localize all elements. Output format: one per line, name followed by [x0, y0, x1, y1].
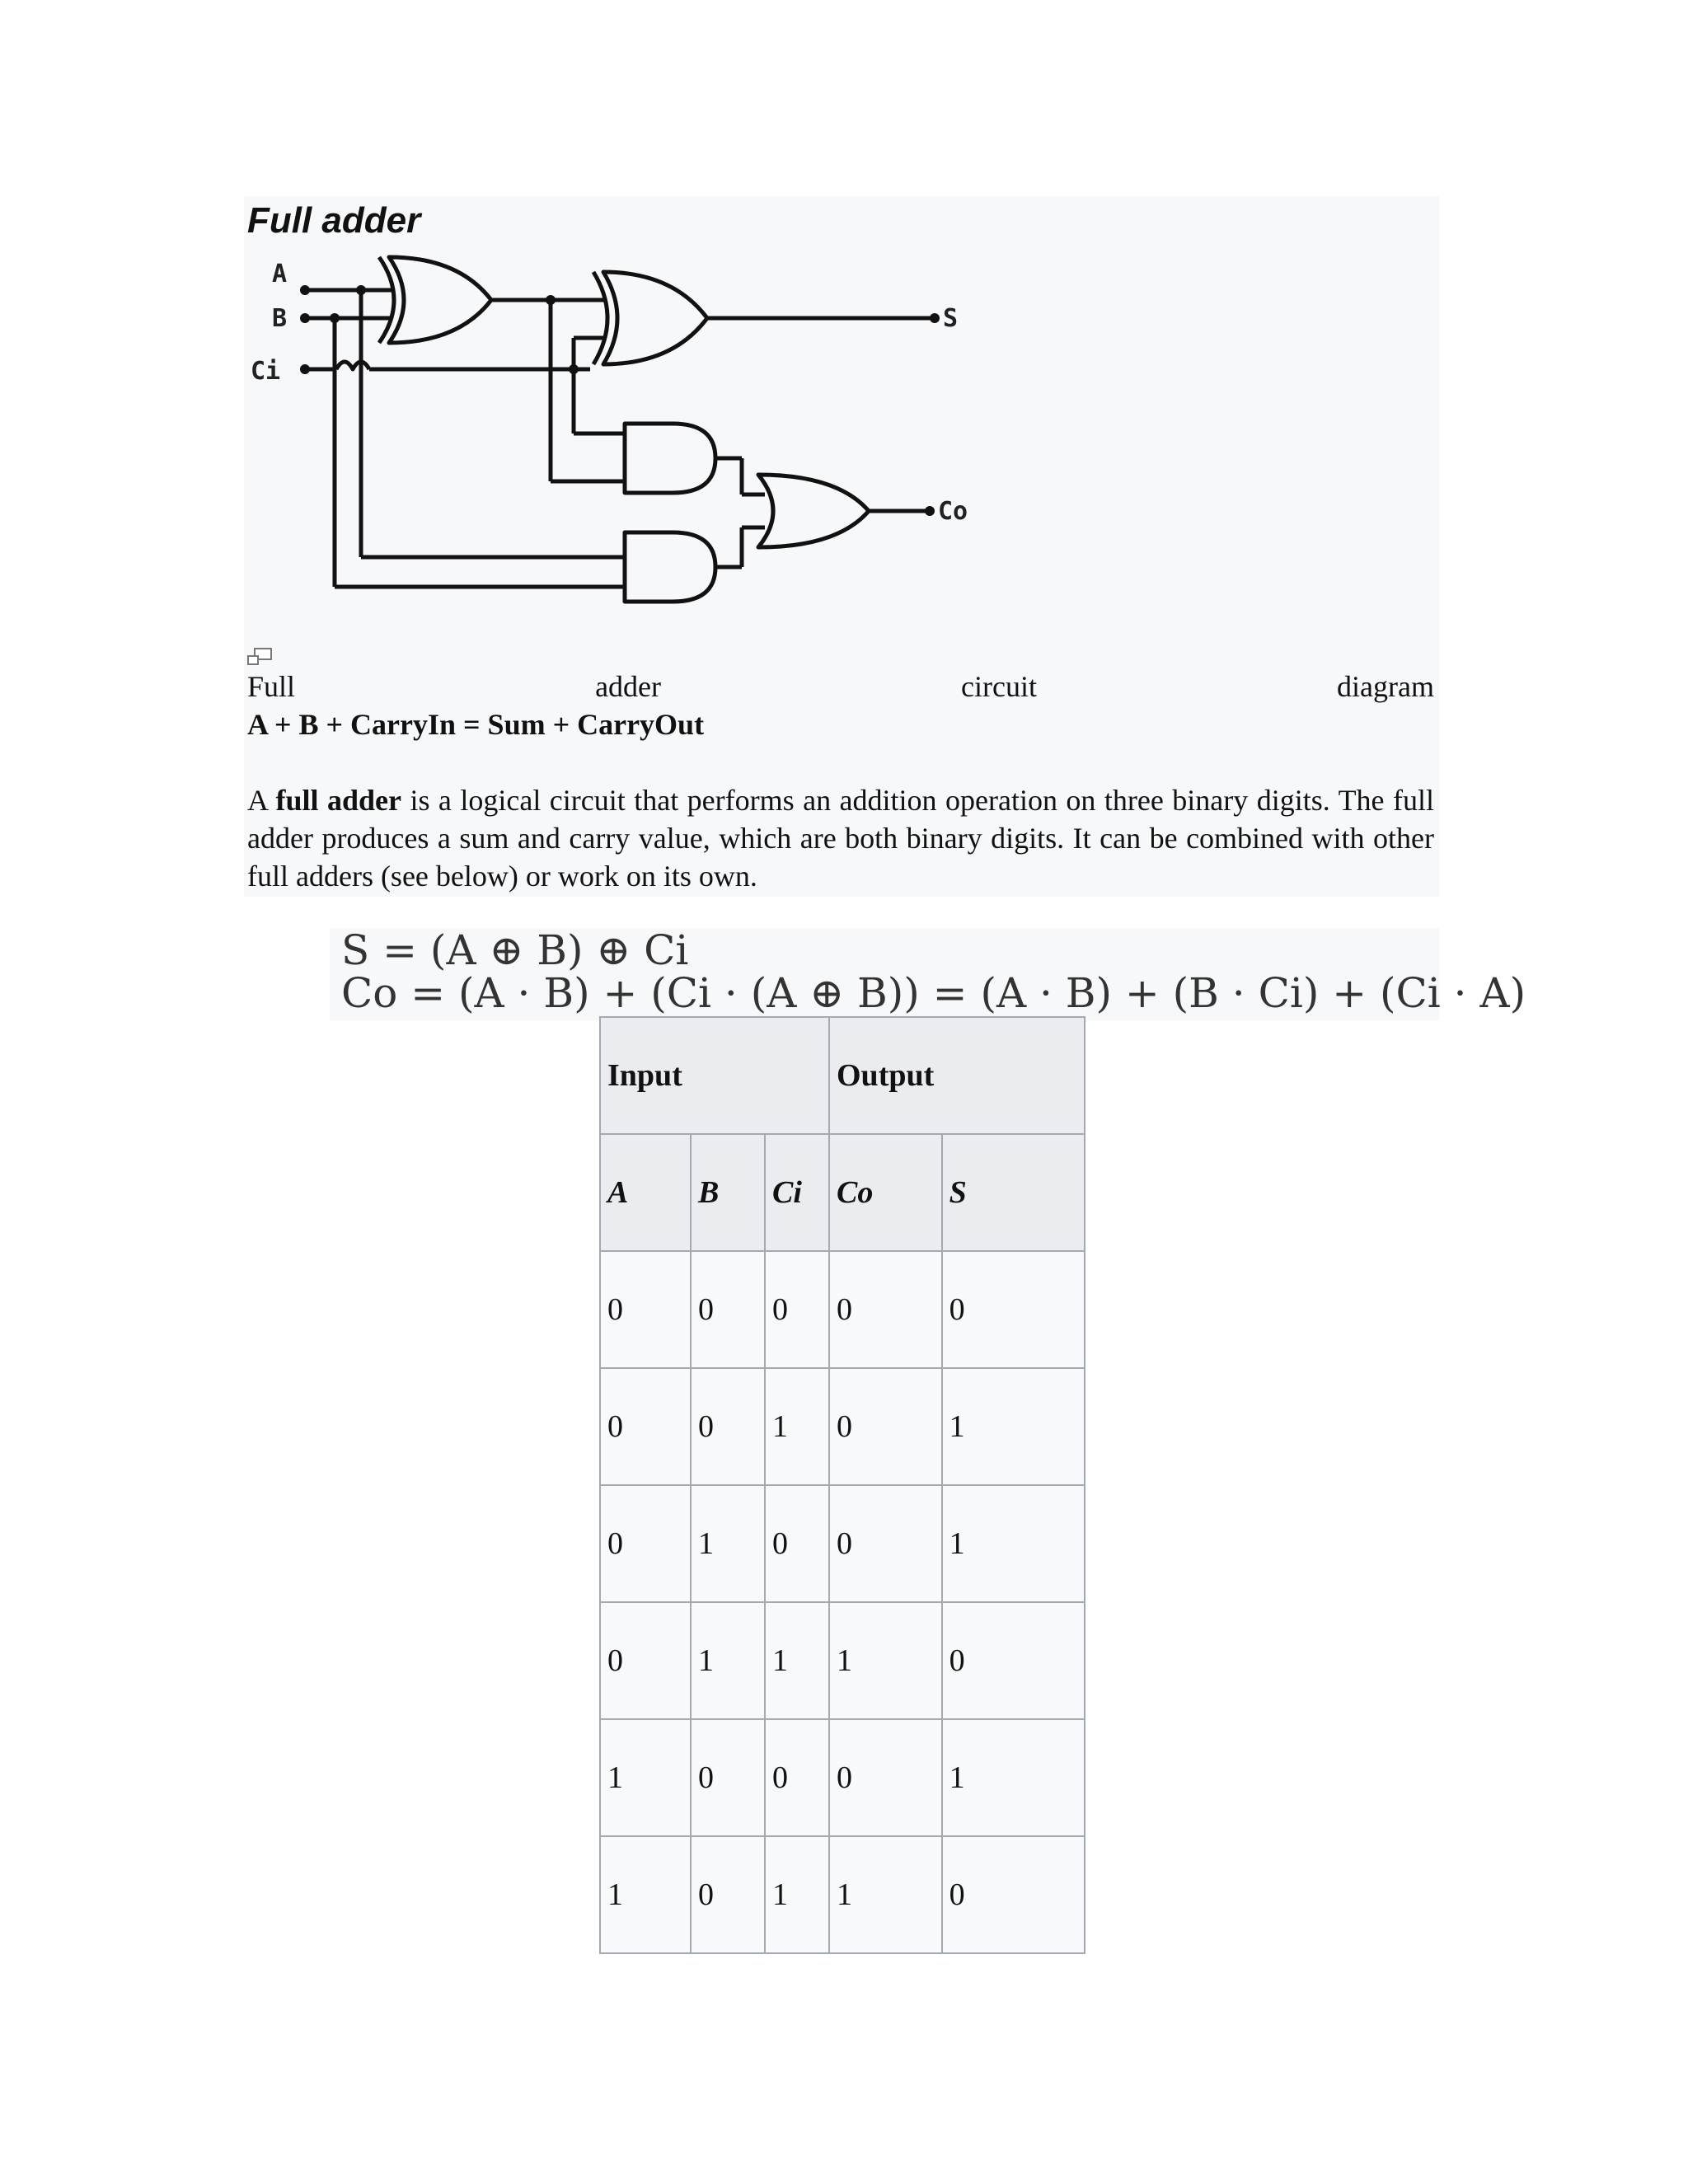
table-cell: 0 [942, 1602, 1085, 1719]
table-cell: 1 [942, 1368, 1085, 1485]
table-cell: 1 [691, 1485, 765, 1602]
paragraph-term: full adder [275, 784, 401, 817]
table-cell: 1 [691, 1602, 765, 1719]
table-row [600, 1602, 1085, 1719]
paragraph-intro: A [247, 784, 276, 817]
circuit-input-b-label: B [272, 304, 288, 333]
column-header-ci: Ci [765, 1134, 829, 1251]
table-cell: 0 [829, 1485, 942, 1602]
caption-word: Full [247, 670, 296, 703]
table-cell: 0 [600, 1602, 691, 1719]
table-cell: 1 [765, 1368, 829, 1485]
table-cell: 1 [829, 1836, 942, 1953]
table-cell: 0 [691, 1836, 765, 1953]
table-cell: 0 [691, 1368, 765, 1485]
table-cell: 0 [829, 1251, 942, 1368]
table-cell: 0 [942, 1836, 1085, 1953]
truth-table [599, 1016, 1085, 1954]
table-cell: 1 [600, 1836, 691, 1953]
table-row [600, 1719, 1085, 1836]
column-header-b: B [691, 1134, 765, 1251]
table-cell: 0 [765, 1251, 829, 1368]
table-cell: 1 [600, 1719, 691, 1836]
caption-word: adder [595, 670, 662, 703]
table-cell: 1 [942, 1719, 1085, 1836]
circuit-input-ci-label: Ci [251, 357, 281, 386]
column-header-s: S [942, 1134, 1085, 1251]
caption-word: circuit [961, 670, 1037, 703]
table-cell: 0 [600, 1485, 691, 1602]
table-row [600, 1485, 1085, 1602]
table-cell: 0 [765, 1485, 829, 1602]
table-cell: 0 [600, 1251, 691, 1368]
group-header-output: Output [829, 1017, 1085, 1134]
table-row [600, 1368, 1085, 1485]
group-header-input: Input [600, 1017, 829, 1134]
figure-caption [247, 668, 1434, 705]
enlarge-icon[interactable] [246, 646, 274, 668]
circuit-output-co-label: Co [938, 497, 968, 526]
table-cell: 0 [691, 1719, 765, 1836]
table-cell: 1 [942, 1485, 1085, 1602]
adder-equation: A + B + CarryIn = Sum + CarryOut [247, 708, 705, 741]
column-header-co: Co [829, 1134, 942, 1251]
carry-formula: Co = (A · B) + (Ci · (A ⊕ B)) = (A · B) + (B · Ci) + (Ci · A) [341, 969, 1526, 1017]
full-adder-circuit-diagram [244, 247, 986, 610]
table-cell: 0 [765, 1719, 829, 1836]
sum-formula: S = (A ⊕ B) ⊕ Ci [341, 926, 689, 974]
table-cell: 0 [600, 1368, 691, 1485]
circuit-input-a-label: A [272, 260, 288, 288]
caption-word: diagram [1337, 670, 1434, 703]
table-cell: 0 [691, 1251, 765, 1368]
paragraph-body: is a logical circuit that performs an addition operation on three binary digits. The full adder produces a sum and carry value, which are both binary digits. It can be combined with other full adders (see below) or work on its own. [247, 784, 1434, 893]
table-column-header-row [600, 1134, 1085, 1251]
table-cell: 0 [829, 1368, 942, 1485]
table-cell: 1 [765, 1602, 829, 1719]
table-group-header-row [600, 1017, 1085, 1134]
table-cell: 0 [942, 1251, 1085, 1368]
circuit-output-s-label: S [943, 304, 959, 333]
table-row [600, 1251, 1085, 1368]
description-paragraph [247, 781, 1434, 895]
table-cell: 1 [829, 1602, 942, 1719]
table-row [600, 1836, 1085, 1953]
page-title: Full adder [247, 200, 421, 241]
table-cell: 0 [829, 1719, 942, 1836]
table-cell: 1 [765, 1836, 829, 1953]
column-header-a: A [600, 1134, 691, 1251]
